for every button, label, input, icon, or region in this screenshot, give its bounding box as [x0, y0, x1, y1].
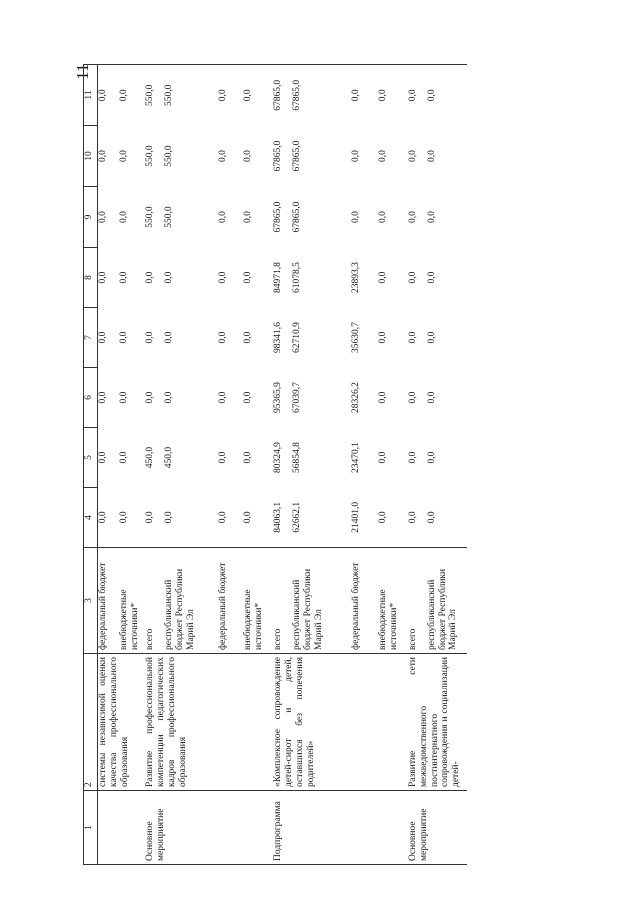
- value-cell: 0,0: [243, 511, 254, 524]
- table-row: [273, 65, 292, 865]
- value-cell: 0,0: [218, 511, 229, 524]
- value-cell: 0,0: [407, 391, 418, 404]
- value-cell: 0,0: [407, 211, 418, 223]
- value-cell: 67865,0: [273, 140, 284, 172]
- value-cell: 0,0: [118, 150, 129, 162]
- measure-name: Развитие сети межведомственного постинтернатного сопровождения и социализации детей-: [408, 654, 468, 791]
- value-cell: 98341,6: [273, 322, 284, 353]
- value-cell: 0,0: [118, 511, 129, 524]
- value-cell: 0,0: [218, 391, 229, 404]
- value-cell: 67865,0: [273, 65, 292, 126]
- value-cell: 61078,5: [292, 262, 303, 293]
- value-cell: 0,0: [144, 391, 155, 404]
- value-cell: 0,0: [218, 271, 229, 284]
- value-cell: 0,0: [377, 150, 388, 162]
- table-row: [98, 65, 119, 865]
- value-cell: 550,0: [164, 65, 219, 126]
- value-cell: 0,0: [218, 65, 243, 126]
- value-cell: 0,0: [243, 391, 254, 404]
- measure-type: Основное мероприятие: [145, 791, 273, 865]
- value-cell: 67865,0: [273, 201, 284, 233]
- value-cell: 0,0: [426, 150, 437, 162]
- value-cell: 0,0: [243, 150, 254, 162]
- value-cell: 0,0: [218, 451, 229, 464]
- table-row: [145, 65, 164, 865]
- value-cell: 0,0: [98, 331, 108, 344]
- table-body: [98, 65, 468, 865]
- funding-source: внебюджетные источники*: [119, 548, 145, 654]
- funding-source: федеральный бюджет: [351, 548, 378, 654]
- value-cell: 28326,2: [350, 382, 361, 413]
- value-cell: 0,0: [118, 331, 129, 344]
- page-number: 11: [73, 63, 92, 80]
- value-cell: 62662,1: [292, 501, 303, 533]
- value-cell: 0,0: [218, 331, 229, 344]
- value-cell: 35630,7: [350, 322, 361, 353]
- value-cell: 0,0: [98, 451, 108, 464]
- value-cell: 0,0: [118, 211, 129, 223]
- value-cell: 0,0: [351, 65, 378, 126]
- value-cell: 0,0: [350, 150, 361, 162]
- value-cell: 0,0: [426, 511, 437, 524]
- column-header: 4: [84, 488, 98, 548]
- value-cell: 550,0: [163, 206, 174, 228]
- value-cell: 0,0: [243, 271, 254, 284]
- value-cell: 0,0: [407, 451, 418, 464]
- column-header: 8: [84, 248, 98, 308]
- value-cell: 0,0: [163, 331, 174, 344]
- funding-source: республиканский бюджет Республики Марий Эл: [164, 548, 219, 654]
- value-cell: 550,0: [144, 206, 155, 228]
- value-cell: 0,0: [98, 150, 108, 162]
- measure-name: «Комплексное сопровождение детей-сирот и детей, оставшихся без попечения родителей»: [273, 654, 407, 791]
- value-cell: 0,0: [118, 271, 129, 284]
- value-cell: 450,0: [144, 446, 155, 469]
- column-header: 2: [84, 654, 98, 791]
- funding-source: всего: [408, 548, 427, 654]
- value-cell: 0,0: [426, 331, 437, 344]
- value-cell: 84971,8: [273, 262, 284, 293]
- value-cell: 67039,7: [292, 382, 303, 413]
- column-number-row: [84, 65, 98, 865]
- value-cell: 0,0: [218, 150, 229, 162]
- value-cell: 67865,0: [292, 140, 303, 172]
- value-cell: 550,0: [145, 65, 164, 126]
- value-cell: 0,0: [377, 391, 388, 404]
- value-cell: 0,0: [98, 391, 108, 404]
- value-cell: 0,0: [163, 511, 174, 524]
- value-cell: 550,0: [144, 145, 155, 167]
- value-cell: 0,0: [243, 451, 254, 464]
- value-cell: 21401,0: [350, 501, 361, 533]
- value-cell: 23470,1: [350, 442, 361, 473]
- value-cell: 0,0: [163, 391, 174, 404]
- value-cell: 0,0: [426, 391, 437, 404]
- column-header: 6: [84, 368, 98, 428]
- funding-source: республиканский бюджет Республики Марий Эл: [427, 548, 468, 654]
- budget-table: [83, 64, 467, 865]
- value-cell: 56854,8: [292, 442, 303, 473]
- value-cell: 62710,9: [292, 322, 303, 353]
- column-header: 1: [84, 791, 98, 865]
- column-header: 3: [84, 548, 98, 654]
- value-cell: 0,0: [218, 211, 229, 223]
- column-header: 11: [84, 65, 98, 126]
- value-cell: 0,0: [118, 451, 129, 464]
- value-cell: 0,0: [426, 271, 437, 284]
- value-cell: 0,0: [378, 65, 408, 126]
- value-cell: 0,0: [144, 511, 155, 524]
- column-header: 7: [84, 308, 98, 368]
- value-cell: 0,0: [98, 511, 108, 524]
- column-header: 10: [84, 126, 98, 187]
- value-cell: 80324,9: [273, 442, 284, 473]
- value-cell: 0,0: [407, 331, 418, 344]
- value-cell: 0,0: [407, 150, 418, 162]
- measure-name: Развитие профессиональной компетенции педагогических кадров профессионального образования: [145, 654, 273, 791]
- value-cell: 0,0: [377, 331, 388, 344]
- value-cell: 0,0: [426, 211, 437, 223]
- value-cell: 0,0: [98, 271, 108, 284]
- value-cell: 550,0: [163, 145, 174, 167]
- value-cell: 0,0: [377, 511, 388, 524]
- value-cell: 0,0: [243, 65, 273, 126]
- value-cell: 0,0: [144, 271, 155, 284]
- value-cell: 67865,0: [292, 65, 351, 126]
- value-cell: 450,0: [163, 446, 174, 469]
- funding-source: федеральный бюджет: [98, 548, 119, 654]
- rotated-page: [83, 65, 640, 865]
- value-cell: 0,0: [243, 211, 254, 223]
- value-cell: 0,0: [119, 65, 145, 126]
- value-cell: 67865,0: [292, 201, 303, 233]
- value-cell: 0,0: [377, 211, 388, 223]
- value-cell: 0,0: [407, 271, 418, 284]
- value-cell: 0,0: [408, 65, 427, 126]
- value-cell: 0,0: [118, 391, 129, 404]
- measure-type: Подпрограмма: [273, 791, 407, 865]
- table-row: [408, 65, 427, 865]
- value-cell: 0,0: [350, 211, 361, 223]
- funding-source: всего: [273, 548, 292, 654]
- value-cell: 0,0: [98, 211, 108, 223]
- value-cell: 0,0: [243, 331, 254, 344]
- value-cell: 0,0: [426, 451, 437, 464]
- measure-type: [98, 791, 145, 865]
- value-cell: 0,0: [98, 65, 119, 126]
- value-cell: 0,0: [144, 331, 155, 344]
- column-header: 9: [84, 187, 98, 248]
- measure-name: системы независимой оценки качества профессионального образования: [98, 654, 145, 791]
- value-cell: 0,0: [377, 271, 388, 284]
- funding-source: внебюджетные источники*: [243, 548, 273, 654]
- value-cell: 95365,9: [273, 382, 284, 413]
- value-cell: 23893,3: [350, 262, 361, 293]
- value-cell: 84063,1: [273, 501, 284, 533]
- funding-source: всего: [145, 548, 164, 654]
- value-cell: 0,0: [427, 65, 468, 126]
- funding-source: федеральный бюджет: [218, 548, 243, 654]
- value-cell: 0,0: [377, 451, 388, 464]
- value-cell: 0,0: [407, 511, 418, 524]
- funding-source: внебюджетные источники*: [378, 548, 408, 654]
- column-header: 5: [84, 428, 98, 488]
- measure-type: Основное мероприятие: [408, 791, 468, 865]
- value-cell: 0,0: [163, 271, 174, 284]
- funding-source: республиканский бюджет Республики Марий Эл: [292, 548, 351, 654]
